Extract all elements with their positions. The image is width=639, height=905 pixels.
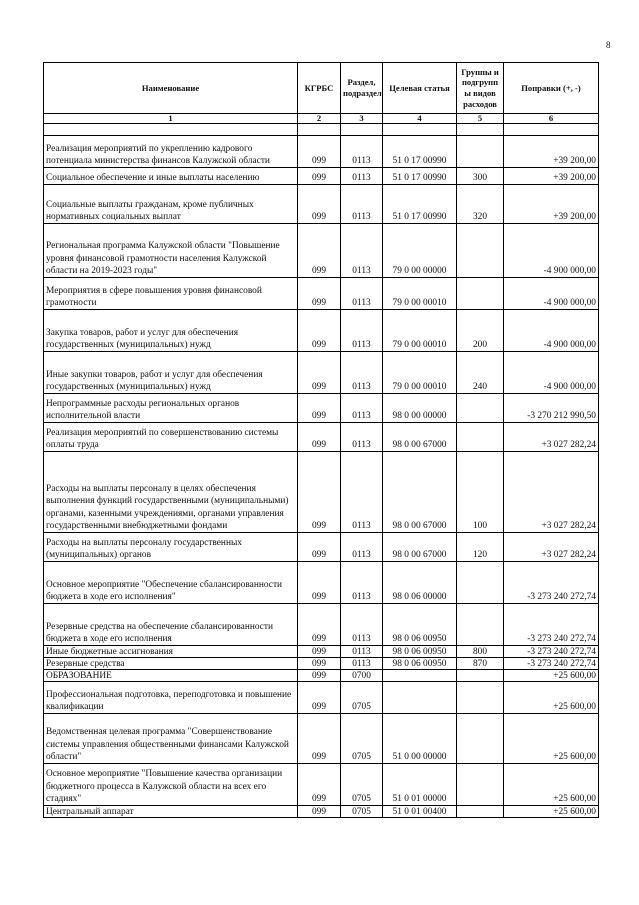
table-cell-expense-group — [457, 224, 504, 278]
table-cell-expense-group: 200 — [457, 310, 504, 352]
column-number-row — [44, 114, 599, 124]
table-row — [44, 806, 599, 818]
table-cell-amount: +25 600,00 — [504, 670, 599, 682]
table-cell-kgrbs: 099 — [298, 352, 341, 394]
table-cell-expense-group — [457, 562, 504, 604]
table-cell-amount: -4 900 000,00 — [504, 310, 599, 352]
table-row — [44, 682, 599, 714]
table-cell-amount: +39 200,00 — [504, 185, 599, 224]
table-cell-name: Реализация мероприятий по совершенствованию системы оплаты труда — [44, 423, 298, 452]
table-row — [44, 224, 599, 278]
table-cell-target-article: 79 0 00 00000 — [383, 224, 457, 278]
table-row — [44, 185, 599, 224]
table-cell-name: Ведомственная целевая программа "Совершенствование системы управления общественными финансами Калужской области" — [44, 714, 298, 764]
table-cell-target-article: 51 0 17 00990 — [383, 185, 457, 224]
table-cell-expense-group: 870 — [457, 658, 504, 670]
table-cell-amount: -4 900 000,00 — [504, 278, 599, 310]
table-cell-target-article: 98 0 00 00000 — [383, 394, 457, 423]
table-cell-name: Реализация мероприятий по укреплению кадрового потенциала министерства финансов Калужской области — [44, 136, 298, 168]
table-cell-kgrbs: 099 — [298, 646, 341, 658]
table-row — [44, 658, 599, 670]
table-row — [44, 168, 599, 185]
column-number: 2 — [298, 114, 341, 124]
table-row — [44, 562, 599, 604]
table-cell-kgrbs: 099 — [298, 806, 341, 818]
table-row — [44, 352, 599, 394]
table-cell-kgrbs: 099 — [298, 658, 341, 670]
table-cell-amount: -3 273 240 272,74 — [504, 604, 599, 646]
table-cell-section: 0113 — [341, 658, 383, 670]
table-cell-kgrbs: 099 — [298, 136, 341, 168]
table-cell-section: 0113 — [341, 533, 383, 562]
table-cell-expense-group: 320 — [457, 185, 504, 224]
table-cell-target-article: 51 0 17 00990 — [383, 136, 457, 168]
table-cell-target-article: 51 0 01 00400 — [383, 806, 457, 818]
table-cell-section: 0113 — [341, 185, 383, 224]
table-cell-target-article: 51 0 01 00000 — [383, 764, 457, 806]
table-cell-kgrbs: 099 — [298, 168, 341, 185]
table-cell-expense-group — [457, 764, 504, 806]
table-cell-target-article: 98 0 00 67000 — [383, 423, 457, 452]
table-cell-kgrbs: 099 — [298, 394, 341, 423]
column-number: 5 — [457, 114, 504, 124]
table-cell-target-article: 98 0 00 67000 — [383, 533, 457, 562]
table-cell-section: 0113 — [341, 224, 383, 278]
table-cell-target-article: 98 0 06 00950 — [383, 604, 457, 646]
table-cell-section: 0113 — [341, 310, 383, 352]
table-cell-target-article: 98 0 06 00950 — [383, 658, 457, 670]
table-cell-kgrbs: 099 — [298, 604, 341, 646]
table-row — [44, 646, 599, 658]
table-cell-kgrbs: 099 — [298, 714, 341, 764]
table-cell-expense-group: 120 — [457, 533, 504, 562]
table-cell-section: 0113 — [341, 278, 383, 310]
table-cell-amount: -3 270 212 990,50 — [504, 394, 599, 423]
table-row — [44, 452, 599, 533]
column-number: 3 — [341, 114, 383, 124]
table-cell-section: 0113 — [341, 646, 383, 658]
table-cell-target-article: 79 0 00 00010 — [383, 352, 457, 394]
table-row — [44, 394, 599, 423]
table-cell-section: 0113 — [341, 423, 383, 452]
table-cell-kgrbs: 099 — [298, 452, 341, 533]
table-cell-target-article: 98 0 00 67000 — [383, 452, 457, 533]
spacer-row — [44, 124, 599, 136]
table-cell-amount: +25 600,00 — [504, 682, 599, 714]
table-cell-expense-group — [457, 670, 504, 682]
table-cell-section: 0113 — [341, 168, 383, 185]
header-kgrbs: КГРБС — [298, 63, 341, 114]
table-cell-section: 0113 — [341, 136, 383, 168]
table-cell-target-article: 79 0 00 00010 — [383, 278, 457, 310]
table-cell-name: Иные закупки товаров, работ и услуг для обеспечения государственных (муниципальных) нужд — [44, 352, 298, 394]
table-cell-kgrbs: 099 — [298, 224, 341, 278]
header-target-article: Целевая статья — [383, 63, 457, 114]
table-cell-name: Социальные выплаты гражданам, кроме публичных нормативных социальных выплат — [44, 185, 298, 224]
table-cell-amount: -3 273 240 272,74 — [504, 562, 599, 604]
table-cell-section: 0113 — [341, 604, 383, 646]
table-cell-expense-group — [457, 423, 504, 452]
table-cell-expense-group — [457, 278, 504, 310]
spacer-cell — [504, 124, 599, 136]
table-cell-amount: -3 273 240 272,74 — [504, 658, 599, 670]
budget-amendments-table — [43, 62, 599, 818]
table-cell-amount: +3 027 282,24 — [504, 452, 599, 533]
table-cell-amount: +39 200,00 — [504, 136, 599, 168]
table-cell-target-article: 98 0 06 00950 — [383, 646, 457, 658]
table-cell-kgrbs: 099 — [298, 310, 341, 352]
spacer-cell — [383, 124, 457, 136]
table-cell-kgrbs: 099 — [298, 764, 341, 806]
table-cell-name: Непрограммные расходы региональных органов исполнительной власти — [44, 394, 298, 423]
table-cell-name: Иные бюджетные ассигнования — [44, 646, 298, 658]
table-cell-name: Основное мероприятие "Обеспечение сбалансированности бюджета в ходе его исполнения" — [44, 562, 298, 604]
table-cell-amount: +3 027 282,24 — [504, 533, 599, 562]
table-cell-name: ОБРАЗОВАНИЕ — [44, 670, 298, 682]
table-cell-name: Центральный аппарат — [44, 806, 298, 818]
spacer-cell — [341, 124, 383, 136]
table-cell-target-article: 51 0 00 00000 — [383, 714, 457, 764]
table-cell-amount: -4 900 000,00 — [504, 224, 599, 278]
table-cell-target-article: 79 0 00 00010 — [383, 310, 457, 352]
table-cell-expense-group — [457, 604, 504, 646]
table-cell-kgrbs: 099 — [298, 562, 341, 604]
header-row — [44, 63, 599, 114]
table-cell-target-article — [383, 682, 457, 714]
table-cell-name: Расходы на выплаты персоналу в целях обеспечения выполнения функций государственными (муниципальными) органами, казенными учреждениями, органами управления государственными внебюджетными фондами — [44, 452, 298, 533]
table-cell-expense-group: 100 — [457, 452, 504, 533]
table-body — [44, 136, 599, 818]
table-cell-section: 0113 — [341, 562, 383, 604]
header-amendments: Поправки (+, -) — [504, 63, 599, 114]
table-cell-kgrbs: 099 — [298, 670, 341, 682]
page-number: 8 — [606, 40, 611, 50]
table-cell-name: Закупка товаров, работ и услуг для обеспечения государственных (муниципальных) нужд — [44, 310, 298, 352]
table-cell-kgrbs: 099 — [298, 423, 341, 452]
table-cell-name: Резервные средства на обеспечение сбалансированности бюджета в ходе его исполнения — [44, 604, 298, 646]
table-row — [44, 670, 599, 682]
table-cell-name: Социальное обеспечение и иные выплаты населению — [44, 168, 298, 185]
table-cell-name: Мероприятия в сфере повышения уровня финансовой грамотности — [44, 278, 298, 310]
table-cell-expense-group — [457, 394, 504, 423]
table-cell-kgrbs: 099 — [298, 185, 341, 224]
table-cell-amount: -4 900 000,00 — [504, 352, 599, 394]
table-row — [44, 604, 599, 646]
table-cell-amount: -3 273 240 272,74 — [504, 646, 599, 658]
table-row — [44, 764, 599, 806]
table-cell-expense-group — [457, 714, 504, 764]
table-cell-expense-group — [457, 682, 504, 714]
table-cell-expense-group: 300 — [457, 168, 504, 185]
table-cell-name: Профессиональная подготовка, переподготовка и повышение квалификации — [44, 682, 298, 714]
table-cell-target-article: 98 0 06 00000 — [383, 562, 457, 604]
table-row — [44, 310, 599, 352]
table-row — [44, 136, 599, 168]
table-cell-amount: +25 600,00 — [504, 806, 599, 818]
table-cell-section: 0705 — [341, 806, 383, 818]
table-cell-section: 0705 — [341, 764, 383, 806]
table-cell-kgrbs: 099 — [298, 278, 341, 310]
table-cell-amount: +25 600,00 — [504, 714, 599, 764]
table-cell-amount: +39 200,00 — [504, 168, 599, 185]
table-cell-target-article: 51 0 17 00990 — [383, 168, 457, 185]
header-name: Наименование — [44, 63, 298, 114]
table-row — [44, 278, 599, 310]
table-cell-section: 0705 — [341, 682, 383, 714]
table-row — [44, 533, 599, 562]
table-cell-section: 0113 — [341, 452, 383, 533]
spacer-cell — [44, 124, 298, 136]
column-number: 4 — [383, 114, 457, 124]
table-cell-expense-group — [457, 806, 504, 818]
table-cell-expense-group — [457, 136, 504, 168]
header-expense-group: Группы и подгрупп ы видов расходов — [457, 63, 504, 114]
table-cell-name: Расходы на выплаты персоналу государственных (муниципальных) органов — [44, 533, 298, 562]
table-cell-amount: +25 600,00 — [504, 764, 599, 806]
table-cell-section: 0705 — [341, 714, 383, 764]
table-cell-amount: +3 027 282,24 — [504, 423, 599, 452]
table-cell-kgrbs: 099 — [298, 533, 341, 562]
table-row — [44, 423, 599, 452]
table-cell-expense-group: 240 — [457, 352, 504, 394]
column-number: 1 — [44, 114, 298, 124]
spacer-cell — [298, 124, 341, 136]
table-cell-section: 0113 — [341, 352, 383, 394]
table-cell-section: 0700 — [341, 670, 383, 682]
table-cell-name: Основное мероприятие "Повышение качества организации бюджетного процесса в Калужской области на всех его стадиях" — [44, 764, 298, 806]
header-section: Раздел, подраздел — [341, 63, 383, 114]
table-cell-kgrbs: 099 — [298, 682, 341, 714]
table-cell-section: 0113 — [341, 394, 383, 423]
table-row — [44, 714, 599, 764]
spacer-cell — [457, 124, 504, 136]
column-number: 6 — [504, 114, 599, 124]
table-cell-name: Резервные средства — [44, 658, 298, 670]
table-cell-expense-group: 800 — [457, 646, 504, 658]
table-cell-name: Региональная программа Калужской области "Повышение уровня финансовой грамотности населения Калужской области на 2019-2023 годы" — [44, 224, 298, 278]
table-cell-target-article — [383, 670, 457, 682]
